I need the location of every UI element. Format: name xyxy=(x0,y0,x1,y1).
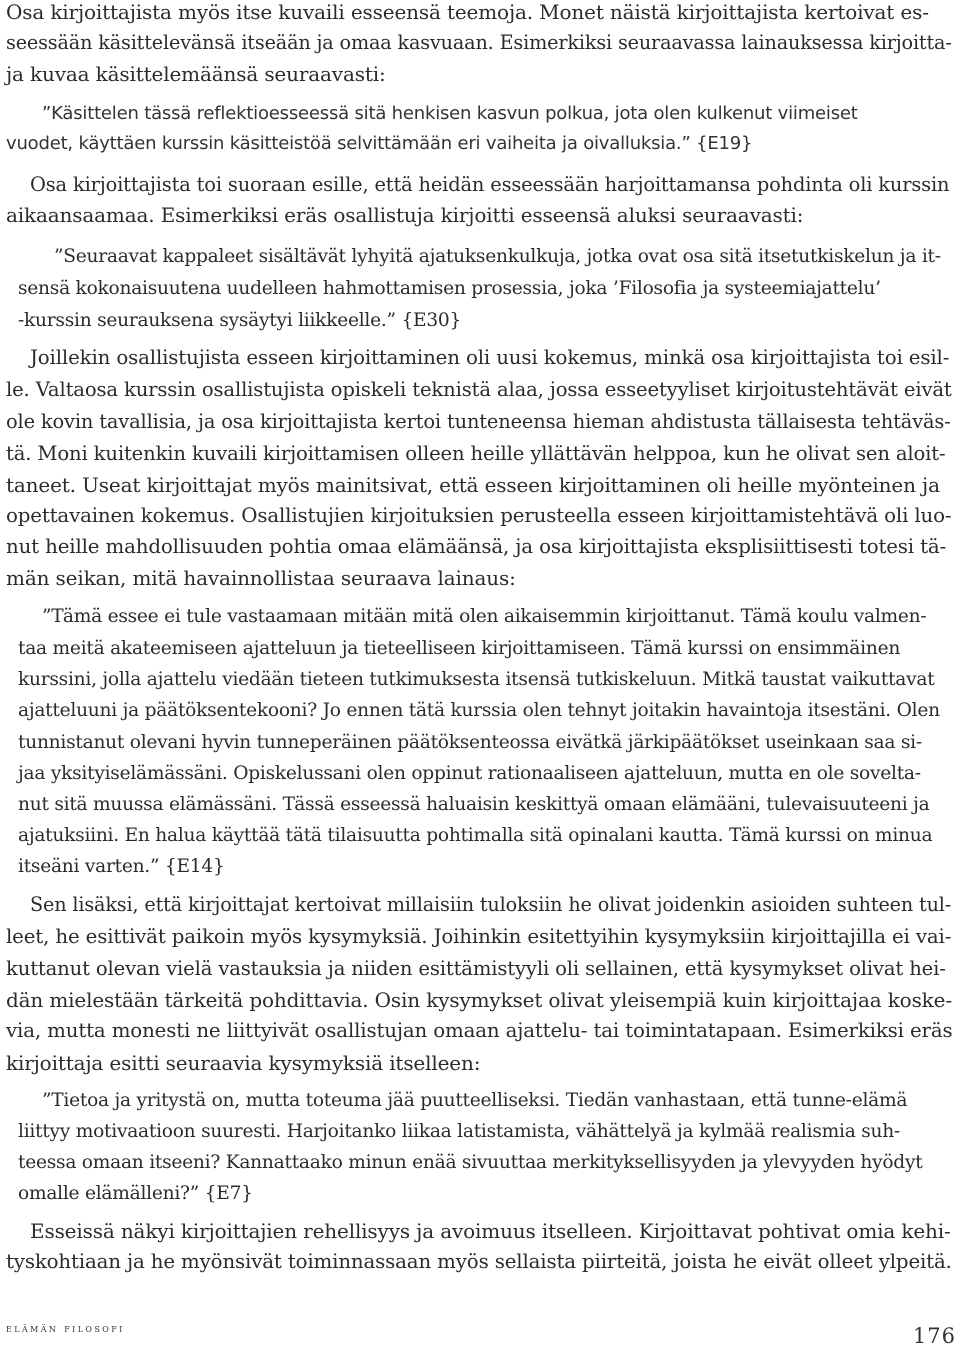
block-quote-line: vuodet, käyttäen kurssin käsitteistöä selvittämään eri vaiheita ja oivalluksia.” {E19} xyxy=(6,133,753,154)
block-quote-line: tunnistanut olevani hyvin tunneperäinen päätöksenteossa eivätkä järkipäätökset useinkaan saa si- xyxy=(18,732,922,753)
paragraph-line: taneet. Useat kirjoittajat myös mainitsivat, että esseen kirjoittaminen oli heille myönteinen ja xyxy=(6,473,940,497)
paragraph-line: le. Valtaosa kurssin osallistujista opiskeli teknistä alaa, jossa esseetyyliset kirjoitustehtävät eivät xyxy=(6,378,952,401)
block-quote-line: itseäni varten.” {E14} xyxy=(18,856,225,877)
block-quote-line: kurssini, jolla ajattelu viedään tieteen tutkimuksesta itsensä tutkiskeluun. Mitkä taustat vaikuttavat xyxy=(18,669,935,690)
block-quote-line: ”Käsittelen tässä reflektioesseessä sitä henkisen kasvun polkua, jota olen kulkenut viimeiset xyxy=(42,103,858,124)
block-quote-line: -kurssin seurauksena sysäytyi liikkeelle.” {E30} xyxy=(18,310,462,331)
paragraph-line: kirjoittaja esitti seuraavia kysymyksiä itselleen: xyxy=(6,1051,481,1075)
paragraph-line: Sen lisäksi, että kirjoittajat kertoivat millaisiin tuloksiin he olivat joidenkin asioiden suhteen tul- xyxy=(30,893,952,916)
paragraph-line: ja kuvaa käsittelemäänsä seuraavasti: xyxy=(6,62,386,86)
paragraph-line: Joillekin osallistujista esseen kirjoittaminen oli uusi kokemus, minkä osa kirjoittajista toi esil- xyxy=(30,346,950,369)
paragraph-line: ole kovin tavallisia, ja osa kirjoittajista kertoi tunteneensa hieman ahdistusta tällaisesta tehtäväs- xyxy=(6,410,951,433)
block-quote-line: teessa omaan itseeni? Kannattaako minun enää sivuuttaa merkityksellisyyden ja ylevyyden hyödyt xyxy=(18,1152,923,1173)
paragraph-line: Osa kirjoittajista toi suoraan esille, että heidän esseessään harjoittamansa pohdinta oli kurssin xyxy=(30,173,950,196)
page-number: 176 xyxy=(912,1324,956,1348)
block-quote-line: ajatteluuni ja päätöksentekooni? Jo ennen tätä kurssia olen tehnyt joitakin havaintoja itsestäni. Olen xyxy=(18,700,940,721)
block-quote-line: sensä kokonaisuutena uudelleen hahmottamisen prosessia, joka ’Filosofia ja systeemiajattelu’ xyxy=(18,278,881,299)
paragraph-line: Esseissä näkyi kirjoittajien rehellisyys ja avoimuus itselleen. Kirjoittavat pohtivat omia kehi- xyxy=(30,1219,951,1243)
paragraph-line: via, mutta monesti ne liittyivät osallistujan omaan ajattelu- tai toimintatapaan. Esimerkiksi eräs xyxy=(6,1019,953,1042)
paragraph-line: opettavainen kokemus. Osallistujien kirjoituksien perusteella esseen kirjoittamistehtävä oli luo- xyxy=(6,504,952,527)
block-quote-line: liittyy motivaatioon suuresti. Harjoitanko liikaa latistamista, vähättelyä ja kylmää realismia suh- xyxy=(18,1121,900,1142)
block-quote-line: ”Seuraavat kappaleet sisältävät lyhyitä ajatuksenkulkuja, jotka ovat osa sitä itsetutkiskelun ja it- xyxy=(54,246,941,267)
paragraph-line: leet, he esittivät paikoin myös kysymyksiä. Joihinkin esitettyihin kysymyksiin kirjoittajilla ei vai- xyxy=(6,925,952,948)
paragraph-line: kuttanut olevan vielä vastauksia ja niiden esittämistyyli oli sellainen, että kysymykset olivat hei- xyxy=(6,957,946,980)
paragraph-line: tä. Moni kuitenkin kuvaili kirjoittamisen olleen heille yllättävän helppoa, kun he olivat sen aloit- xyxy=(6,442,946,465)
block-quote-line: ”Tämä essee ei tule vastaamaan mitään mitä olen aikaisemmin kirjoittanut. Tämä koulu valmen- xyxy=(42,606,927,627)
paragraph-line: män seikan, mitä havainnollistaa seuraava lainaus: xyxy=(6,566,516,590)
block-quote-line: jaa yksityiselämässäni. Opiskelussani olen oppinut rationaaliseen ajatteluun, mutta en ole sovelta- xyxy=(18,763,921,784)
block-quote-line: ”Tietoa ja yritystä on, mutta toteuma jää puutteelliseksi. Tiedän vanhastaan, että tunne-elämä xyxy=(42,1090,908,1111)
block-quote-line: omalle elämälleni?” {E7} xyxy=(18,1183,253,1204)
paragraph-line: aikaansaamaa. Esimerkiksi eräs osallistuja kirjoitti esseensä aluksi seuraavasti: xyxy=(6,203,804,227)
block-quote-line: taa meitä akateemiseen ajatteluun ja tieteelliseen kirjoittamiseen. Tämä kurssi on ensimmäinen xyxy=(18,638,901,659)
running-footer-title: elämän filosofi xyxy=(6,1322,125,1335)
paragraph-line: dän mielestään tärkeitä pohdittavia. Osin kysymykset olivat yleisempiä kuin kirjoittajaa koske- xyxy=(6,988,952,1012)
block-quote-line: ajatuksiini. En halua käyttää tätä tilaisuutta pohtimalla sitä opinalani kautta. Tämä kurssi on minua xyxy=(18,825,933,846)
block-quote-line: nut sitä muussa elämässäni. Tässä esseessä haluaisin keskittyä omaan elämääni, tulevaisuuteeni ja xyxy=(18,794,930,815)
paragraph-line: nut heille mahdollisuuden pohtia omaa elämäänsä, ja osa kirjoittajista eksplisiittisesti totesi tä- xyxy=(6,535,947,558)
paragraph-line: seessään käsittelevänsä itseään ja omaa kasvuaan. Esimerkiksi seuraavassa lainauksessa kirjoitta- xyxy=(6,31,952,54)
paragraph-line: Osa kirjoittajista myös itse kuvaili esseensä teemoja. Monet näistä kirjoittajista kertoivat es- xyxy=(6,0,929,24)
paragraph-line: tyskohtiaan ja he myönsivät toiminnassaan myös sellaista piirteitä, joista he eivät olleet ylpeitä. xyxy=(6,1250,952,1273)
